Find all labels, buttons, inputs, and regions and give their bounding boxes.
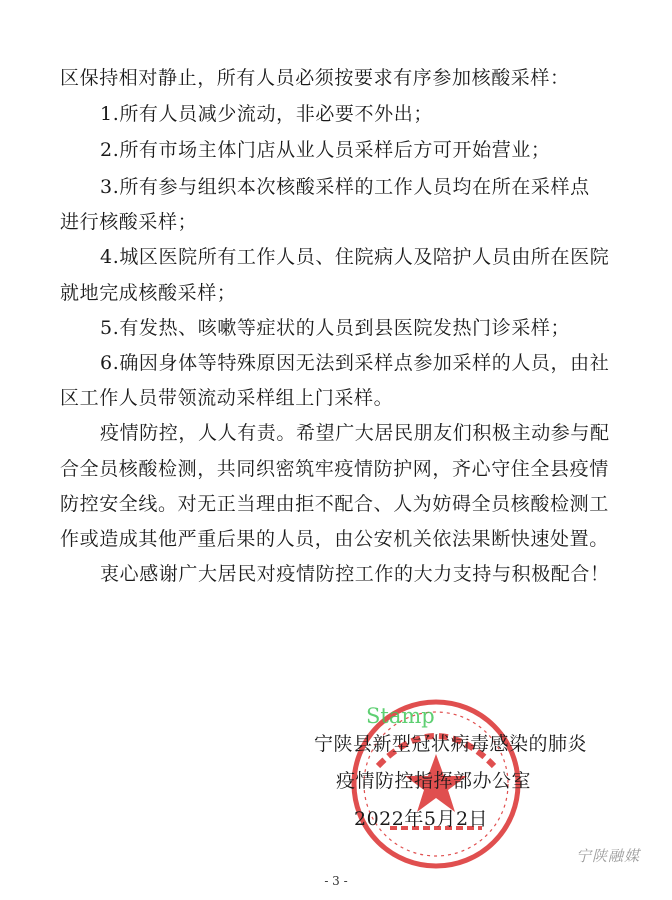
signature-org-line2: 疫情防控指挥部办公室 [336,770,532,792]
signature-org-line1: 宁陕县新型冠状病毒感染的肺炎 [314,733,588,755]
body-line: 2.所有市场主体门店从业人员采样后方可开始营业； [100,139,551,161]
body-line: 1.所有人员减少流动，非必要不外出； [100,103,433,125]
body-line: 疫情防控，人人有责。希望广大居民朋友们积极主动参与配 [100,422,610,444]
body-line: 6.确因身体等特殊原因无法到采样点参加采样的人员，由社 [100,352,610,374]
body-line: 合全员核酸检测，共同织密筑牢疫情防护网，齐心守住全县疫情 [60,458,609,480]
stamp-label: Stamp [366,704,435,728]
body-line: 3.所有参与组织本次核酸采样的工作人员均在所在采样点 [100,176,590,198]
watermark-logo: 宁陕融媒 [575,847,640,865]
body-line: 作或造成其他严重后果的人员，由公安机关依法果断快速处置。 [60,528,609,550]
body-line: 5.有发热、咳嗽等症状的人员到县医院发热门诊采样； [100,317,571,339]
body-line: 区工作人员带领流动采样组上门采样。 [60,387,394,409]
body-line: 区保持相对静止，所有人员必须按要求有序参加核酸采样： [60,67,570,89]
body-line: 4.城区医院所有工作人员、住院病人及陪护人员由所在医院 [100,246,610,268]
body-line: 防控安全线。对无正当理由拒不配合、人为妨碍全员核酸检测工 [60,493,609,515]
body-line: 衷心感谢广大居民对疫情防控工作的大力支持与积极配合！ [100,563,610,585]
page-number: - 3 - [324,874,348,888]
body-line: 就地完成核酸采样； [60,282,237,304]
signature-date: 2022年5月2日 [354,808,489,830]
body-line: 进行核酸采样； [60,211,198,233]
